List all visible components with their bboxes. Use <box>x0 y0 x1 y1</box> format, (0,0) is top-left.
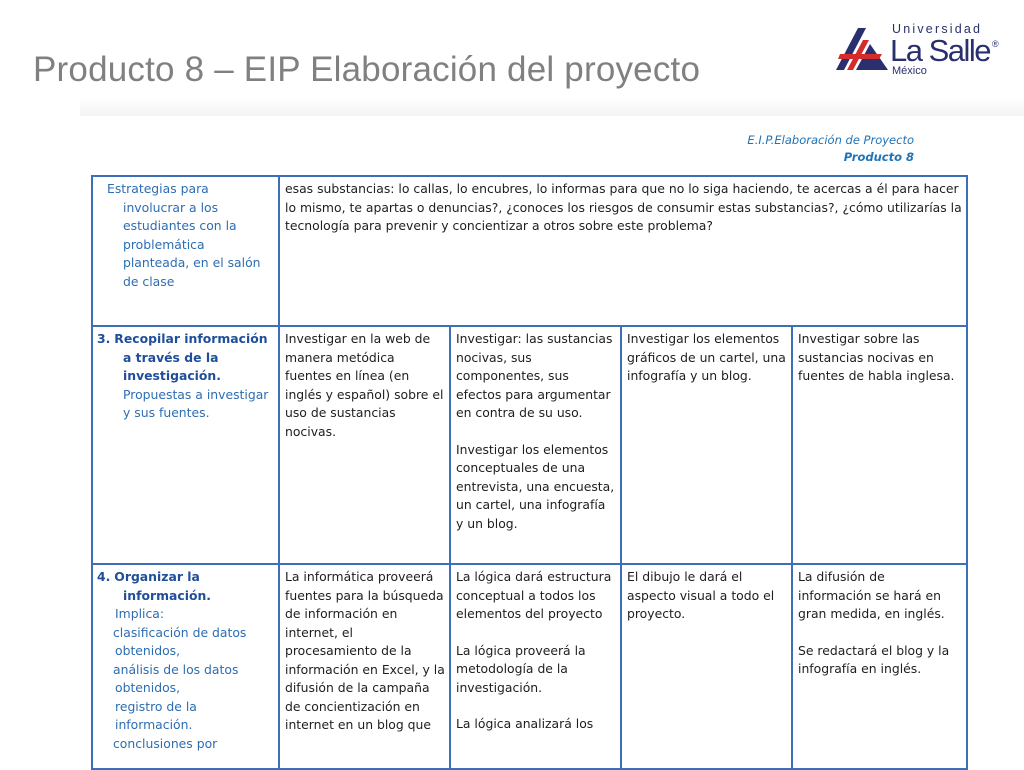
row-label-line: registro de la <box>115 698 197 714</box>
step-title-line: Organizar la <box>114 569 200 584</box>
la-salle-emblem-icon <box>836 24 888 74</box>
table-cell <box>792 326 967 564</box>
table-row <box>92 176 967 326</box>
document-header-line1: E.I.P.Elaboración de Proyecto <box>747 133 914 147</box>
cell-paragraph: Investigar: las sustancias nocivas, sus componentes, sus efectos para argumentar en contra de su uso. <box>456 331 613 420</box>
logo-mexico-text: México <box>892 65 927 77</box>
cell-paragraph: esas substancias: lo callas, lo encubres, lo informas para que no lo siga haciendo, te acercas a él para hacer lo mismo, te apartas o denuncias?, ¿conoces los riesgos de consumir estas substancias?, ¿cómo utilizarías la tecnología para prevenir y concientizar a otros sobre este problema? <box>285 181 962 233</box>
table-cell <box>450 326 621 564</box>
row-label-line: planteada, en el salón <box>123 255 261 270</box>
row-label-line: Propuestas a investigar <box>123 386 269 402</box>
logo-brand-text: La Salle ® <box>890 33 999 68</box>
cell-paragraph: Investigar los elementos gráficos de un cartel, una infografía y un blog. <box>627 331 786 383</box>
row-label-line: estudiantes con la <box>123 218 237 233</box>
cell-paragraph: La difusión de información se hará en gran medida, en inglés. <box>798 569 945 621</box>
table-cell <box>450 564 621 769</box>
row-label-line: involucrar a los <box>123 199 219 215</box>
cell-paragraph: El dibujo le dará el aspecto visual a todo el proyecto. <box>627 569 775 621</box>
cell-paragraph: Investigar sobre las sustancias nocivas en fuentes de habla inglesa. <box>798 331 955 383</box>
project-table <box>91 175 968 770</box>
row-label-line: análisis de los datos <box>113 661 239 677</box>
table-row <box>92 326 967 564</box>
cell-paragraph: La lógica analizará los <box>456 716 594 731</box>
cell-paragraph: La lógica dará estructura conceptual a todos los elementos del proyecto <box>456 569 612 621</box>
la-salle-logo <box>836 20 1006 80</box>
row-label-line: obtenidos, <box>115 643 181 658</box>
slide-title: Producto 8 – EIP Elaboración del proyecto <box>33 50 701 89</box>
step-title-line: Recopilar información <box>114 331 268 346</box>
table-cell <box>279 564 450 769</box>
cell-paragraph: Investigar los elementos conceptuales de una entrevista, una encuesta, un cartel, una infografía y un blog. <box>456 441 615 531</box>
table-cell <box>621 326 792 564</box>
row-label-line: información. <box>115 717 193 732</box>
row-label-line: Implica: <box>115 606 165 621</box>
table-row <box>92 564 967 769</box>
cell-paragraph: Se redactará el blog y la infografía en inglés. <box>798 642 950 676</box>
row-label-cell <box>92 176 279 326</box>
row-content-cell <box>279 176 967 326</box>
row-label-line: de clase <box>123 273 175 289</box>
row-label-line: y sus fuentes. <box>123 405 210 420</box>
table-cell <box>279 326 450 564</box>
row-label-line: clasificación de datos <box>113 624 247 640</box>
row-label-cell <box>92 564 279 769</box>
step-title-line: investigación. <box>123 368 221 383</box>
document-header <box>747 132 914 166</box>
row-label-cell <box>92 326 279 564</box>
logo-universidad-text: Universidad <box>892 22 983 36</box>
document-top-edge <box>80 96 1024 116</box>
cell-paragraph: La informática proveerá fuentes para la búsqueda de información en internet, el procesamiento de la información en Excel, y la difusión de la campaña de concientización en internet en un blog que <box>285 569 445 732</box>
step-number: 4. <box>97 569 111 584</box>
row-label-line: Estrategias para <box>107 181 209 196</box>
row-label-line: obtenidos, <box>115 680 181 695</box>
row-label-line: problemática <box>123 236 205 252</box>
embedded-document <box>80 116 977 768</box>
table-cell <box>792 564 967 769</box>
step-title-line: información. <box>123 587 211 603</box>
step-number: 3. <box>97 331 111 346</box>
table-cell <box>621 564 792 769</box>
document-header-line2: Producto 8 <box>843 150 914 164</box>
cell-paragraph: La lógica proveerá la metodología de la investigación. <box>456 642 586 695</box>
cell-paragraph: Investigar en la web de manera metódica fuentes en línea (en inglés y español) sobre el uso de sustancias nocivas. <box>285 331 444 439</box>
row-label-line: conclusiones por <box>113 735 218 751</box>
step-title-line: a través de la <box>123 349 219 365</box>
